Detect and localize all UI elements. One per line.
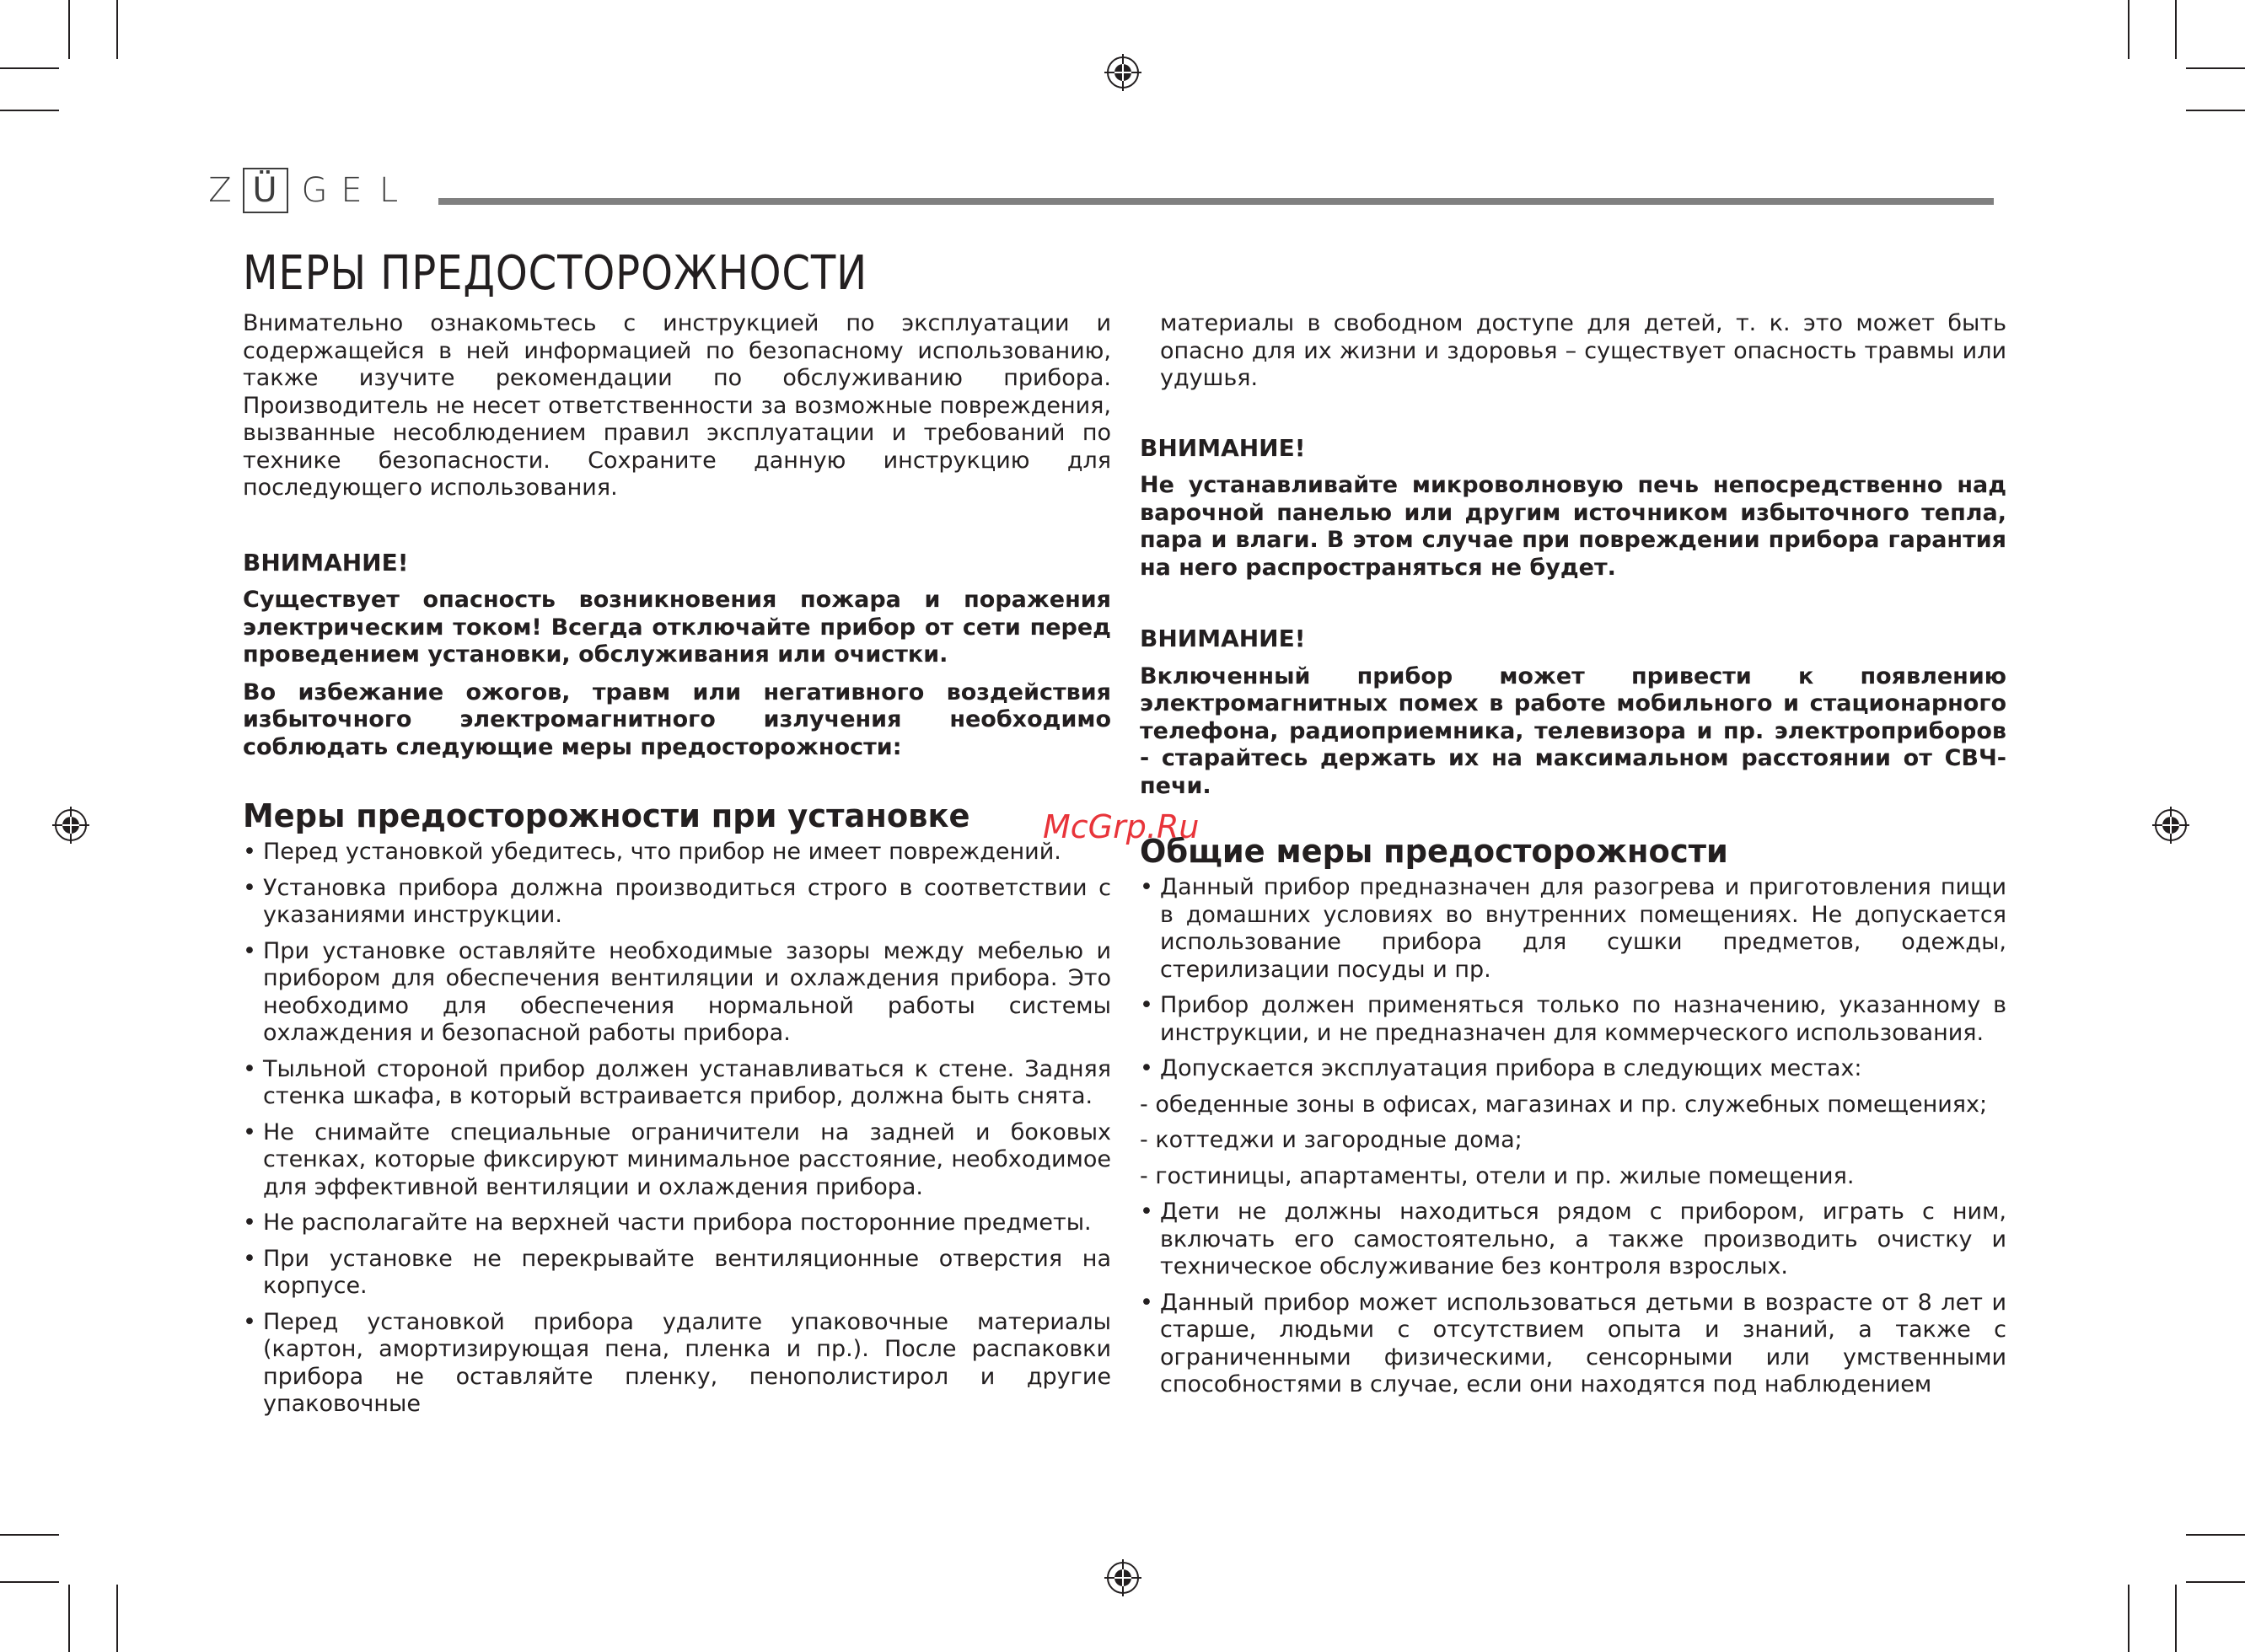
page-title: МЕРЫ ПРЕДОСТОРОЖНОСТИ [243, 246, 868, 301]
crop-mark [2186, 67, 2245, 69]
crop-mark [116, 0, 118, 59]
crop-mark [2175, 1585, 2177, 1652]
section-heading-install: Меры предосторожности при установке [243, 797, 970, 834]
logo-letter: L [379, 171, 400, 210]
warning-label: ВНИМАНИЕ! [1140, 433, 1306, 462]
crop-mark [0, 1534, 59, 1536]
logo-letter: G [301, 171, 330, 210]
general-list [1140, 874, 2006, 1083]
list-item: • Тыльной стороной прибор должен устанавливаться к стене. Задняя стенка шкафа, в который встраивается прибор, должна быть снята. [243, 1056, 1111, 1111]
registration-mark-icon [1104, 1559, 1141, 1596]
left-column [243, 310, 1111, 1427]
right-column [1140, 310, 2006, 1408]
list-item: • Перед установкой прибора удалите упаковочные материалы (картон, амортизирующая пена, пленка и пр.). После распаковки прибора не оставляйте пленку, пенополистирол и другие упаковочные [243, 1309, 1111, 1419]
crop-mark [2175, 0, 2177, 59]
list-item: • Прибор должен применяться только по назначению, указанному в инструкции, и не предназначен для коммерческого использования. [1140, 992, 2006, 1047]
logo-letter-boxed: Ü [243, 168, 288, 213]
continuation-paragraph: материалы в свободном доступе для детей, т. к. это может быть опасно для их жизни и здоровья – существует опасность травмы или удушья. [1160, 310, 2006, 391]
list-item: • При установке оставляйте необходимые зазоры между мебелью и прибором для обеспечения вентиляции и охлаждения прибора. Это необходимо для обеспечения нормальной работы системы охлаждения и безопасной работы прибора. [243, 938, 1111, 1048]
list-item: • Дети не должны находиться рядом с прибором, играть с ним, включать его самостоятельно, а также производить очистку и техническое обслуживание без контроля взрослых. [1140, 1199, 2006, 1281]
section-heading-general: Общие меры предосторожности [1140, 833, 1728, 870]
list-item: • Не снимайте специальные ограничители на задней и боковых стенках, которые фиксируют минимальное расстояние, необходимое для эффективной вентиляции и охлаждения прибора. [243, 1119, 1111, 1202]
header-rule [438, 198, 1994, 205]
places-item: - коттеджи и загородные дома; [1140, 1127, 1523, 1153]
list-item: • При установке не перекрывайте вентиляционные отверстия на корпусе. [243, 1246, 1111, 1301]
places-item: - обеденные зоны в офисах, магазинах и пр. служебных помещениях; [1140, 1091, 1988, 1118]
crop-mark [0, 1581, 59, 1583]
crop-mark [2128, 1585, 2130, 1652]
registration-mark-icon [52, 807, 89, 844]
crop-mark [2186, 1581, 2245, 1583]
list-item: • Данный прибор предназначен для разогрева и приготовления пищи в домашних условиях во внутренних помещениях. Не допускается использование прибора для сушки предметов, одежды, стерилизации посуды и пр. [1140, 874, 2006, 984]
crop-mark [2128, 0, 2130, 59]
warning-text: Существует опасность возникновения пожара и поражения электрическим током! Всегда отключайте прибор от сети перед проведением установки, обслуживания или очистки. [243, 587, 1111, 668]
places-item: - гостиницы, апартаменты, отели и пр. жилые помещения. [1140, 1162, 1855, 1189]
list-item: • Установка прибора должна производиться строго в соответствии с указаниями инструкции. [243, 875, 1111, 930]
crop-mark [68, 1585, 70, 1652]
registration-mark-icon [2152, 807, 2189, 844]
brand-logo [202, 165, 408, 216]
crop-mark [0, 110, 59, 111]
crop-mark [68, 0, 70, 59]
list-item: • Перед установкой убедитесь, что прибор не имеет повреждений. [243, 839, 1111, 866]
watermark: McGrp.Ru [1043, 808, 1200, 845]
crop-mark [0, 67, 59, 69]
warning-label: ВНИМАНИЕ! [1140, 625, 1306, 652]
logo-letter: Z [208, 171, 234, 210]
intro-paragraph: Внимательно ознакомьтесь с инструкцией по эксплуатации и содержащейся в ней информацией по безопасному использованию, также изучите рекомендации по обслуживанию прибора. Производитель не несет ответственности за возможные повреждения, вызванные несоблюдением правил эксплуатации и требований по технике безопасности. Сохраните данную инструкцию для последующего использования. [243, 310, 1111, 501]
warning-text: Включенный прибор может привести к появлению электромагнитных помех в работе мобильного и стационарного телефона, радиоприемника, телевизора и пр. электроприборов - старайтесь держать их на максимальном расстоянии от СВЧ-печи. [1140, 662, 2006, 799]
general-list-continued [1140, 1199, 2006, 1399]
logo-letter: E [341, 171, 364, 210]
list-item: • Допускается эксплуатация прибора в следующих местах: [1140, 1055, 2006, 1083]
list-item: • Не располагайте на верхней части прибора посторонние предметы. [243, 1210, 1111, 1237]
warning-label: ВНИМАНИЕ! [243, 548, 409, 577]
warning-text: Не устанавливайте микроволновую печь непосредственно над варочной панелью или другим источником избыточного тепла, пара и влаги. В этом случае при повреждении прибора гарантия на него распространяться не будет. [1140, 472, 2006, 581]
crop-mark [116, 1585, 118, 1652]
crop-mark [2186, 110, 2245, 111]
install-list [243, 839, 1111, 1419]
registration-mark-icon [1104, 54, 1141, 91]
warning-text: Во избежание ожогов, травм или негативного воздействия избыточного электромагнитного излучения необходимо соблюдать следующие меры предосторожности: [243, 678, 1111, 760]
crop-mark [2186, 1534, 2245, 1536]
list-item: • Данный прибор может использоваться детьми в возрасте от 8 лет и старше, людьми с отсутствием опыта и знаний, а также с ограниченными физическими, сенсорными или умственными способностями в случае, если они находятся под наблюдением [1140, 1290, 2006, 1399]
